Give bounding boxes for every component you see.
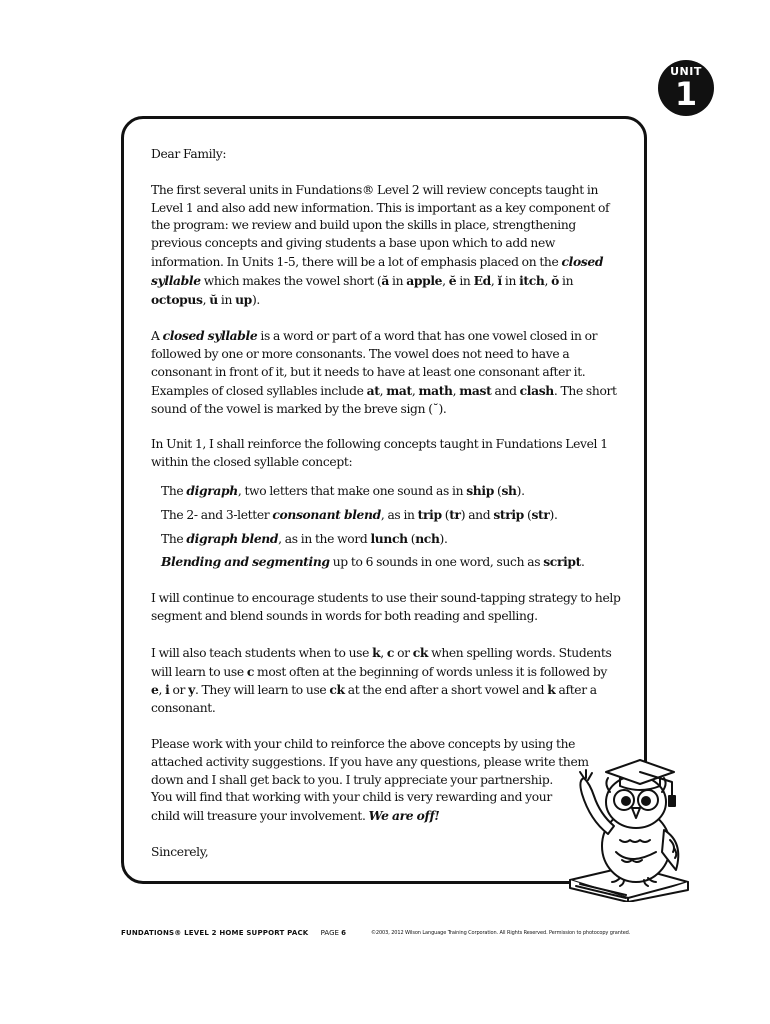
footer-copyright: ©2003, 2012 Wilson Language Training Corporation. All Rights Reserved. Permission to photocopy granted. — [371, 930, 631, 936]
unit-badge — [658, 60, 714, 116]
letter-greeting: Dear Family: — [151, 147, 227, 161]
term-closed-syllable: closed syllable — [162, 328, 258, 344]
page-footer — [121, 926, 661, 940]
concept-item: Blending and segmenting up to 6 sounds in one word, such as script. — [161, 554, 585, 570]
concept-item: The 2- and 3-letter consonant blend, as in trip (tr) and strip (str). — [161, 506, 558, 522]
concept-list — [161, 482, 621, 572]
concept-item: The digraph, two letters that make one sound as in ship (sh). — [161, 482, 525, 498]
closing-exclamation: We are off! — [368, 808, 440, 824]
family-letter — [151, 146, 621, 880]
page-number: 6 — [341, 929, 347, 937]
letter-paragraph-intro: The first several units in Fundations® Level 2 will review concepts taught in Level 1 and also add new information. This is important as a key component of the program: we review and build upon the skills in place, strengthening previous concepts and giving students a base upon which to add new information. In Units 1-5, there will be a lot of emphasis placed on the closed syllable which makes the vowel short (ă in apple, ĕ in Ed, ĭ in itch, ŏ in octopus, ŭ in up). — [151, 182, 610, 307]
letter-paragraph-unit: In Unit 1, I shall reinforce the following concepts taught in Fundations Level 1 within the closed syllable concept: — [151, 437, 608, 470]
letter-paragraph-strategy: I will continue to encourage students to use their sound-tapping strategy to help segment and blend sounds in words for both reading and spelling. — [151, 591, 621, 623]
term-closed-syllable: closed syllable — [151, 253, 604, 288]
concept-item: The digraph blend, as in the word lunch (nch). — [161, 530, 448, 546]
letter-paragraph-closing: Please work with your child to reinforce the above concepts by using the attached activity suggestions. If you have any questions, please write them down and I shall get back to you. I truly appreciate your partnership. You will find that working with your child is very rewarding and your child will treasure your involvement. We are off! — [151, 736, 589, 824]
footer-brand: FUNDATIONS® LEVEL 2 HOME SUPPORT PACK — [121, 929, 309, 937]
letter-paragraph-spelling: I will also teach students when to use k, c or ck when spelling words. Students will learn to use c most often at the beginning of words unless it is followed by e, i or y. They will learn to use ck at the end after a short vowel and k after a consonant. — [151, 644, 612, 716]
letter-signoff: Sincerely, — [151, 844, 209, 859]
letter-paragraph-definition: A closed syllable is a word or part of a word that has one vowel closed in or followed by one or more consonants. The vowel does not need to have a consonant in front of it, but it needs to have at least one consonant after it. Examples of closed syllables include at, mat, math, mast and clash. The short sound of the vowel is marked by the breve sign (˘). — [151, 328, 617, 416]
unit-number: 1 — [674, 75, 698, 113]
footer-page: PAGE 6 — [320, 929, 347, 937]
owl-mascot-icon — [560, 742, 690, 902]
unit-label: UNIT — [670, 65, 702, 78]
